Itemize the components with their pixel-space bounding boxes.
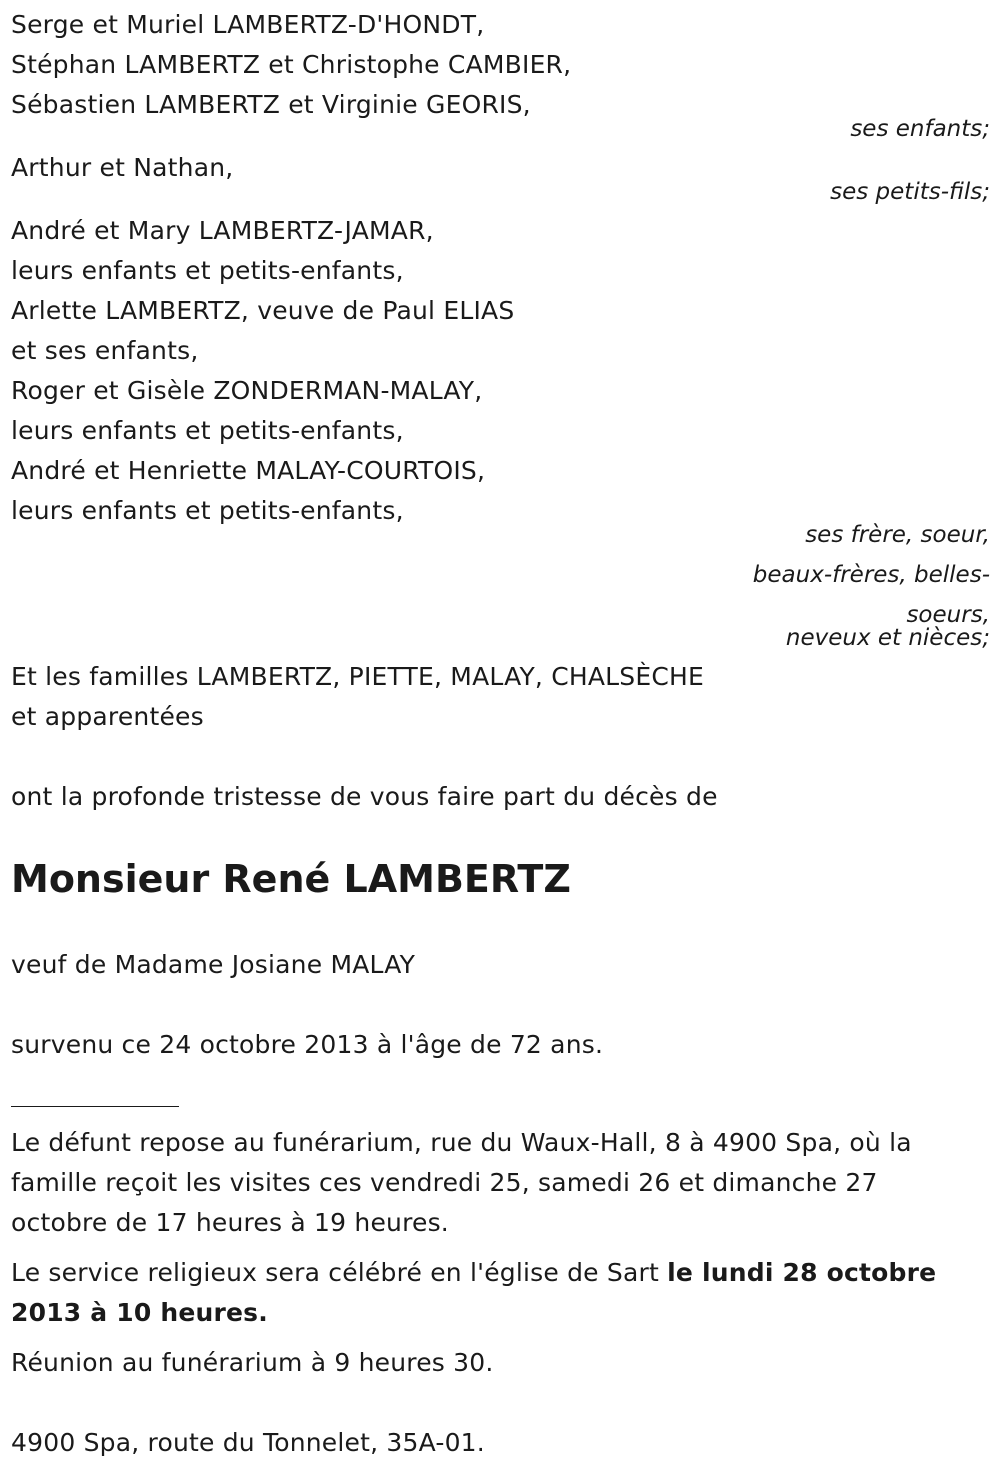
siblings-line-1: André et Mary LAMBERTZ-JAMAR, [11, 216, 434, 245]
service-date-part-1: le lundi 28 octobre [667, 1258, 937, 1287]
siblings-line-5: Roger et Gisèle ZONDERMAN-MALAY, [11, 376, 483, 405]
children-line-1: Serge et Muriel LAMBERTZ-D'HONDT, [11, 10, 485, 39]
visitation-line-1: Le défunt repose au funérarium, rue du Waux-Hall, 8 à 4900 Spa, où la [11, 1128, 912, 1157]
siblings-role-1: ses frère, soeur, [805, 522, 990, 548]
siblings-line-8: leurs enfants et petits-enfants, [11, 496, 404, 525]
families-line-2: et apparentées [11, 702, 204, 731]
grandchildren-line: Arthur et Nathan, [11, 153, 234, 182]
siblings-role-3: soeurs, [906, 602, 990, 628]
siblings-line-7: André et Henriette MALAY-COURTOIS, [11, 456, 486, 485]
siblings-line-3: Arlette LAMBERTZ, veuve de Paul ELIAS [11, 296, 515, 325]
children-role: ses enfants; [850, 116, 990, 142]
siblings-role-4: neveux et nièces; [785, 625, 990, 651]
siblings-role-2: beaux-frères, belles- [752, 562, 990, 588]
siblings-line-4: et ses enfants, [11, 336, 199, 365]
siblings-line-6: leurs enfants et petits-enfants, [11, 416, 404, 445]
service-line-1 [11, 1258, 936, 1288]
address-text: 4900 Spa, route du Tonnelet, 35A-01. [11, 1428, 485, 1457]
meeting-text: Réunion au funérarium à 9 heures 30. [11, 1348, 494, 1377]
families-line-1: Et les familles LAMBERTZ, PIETTE, MALAY, CHALSÈCHE [11, 662, 705, 691]
visitation-line-3: octobre de 17 heures à 19 heures. [11, 1208, 449, 1237]
service-intro: Le service religieux sera célébré en l'église de Sart [11, 1258, 668, 1287]
service-date-part-2: 2013 à 10 heures. [11, 1298, 268, 1327]
children-line-2: Stéphan LAMBERTZ et Christophe CAMBIER, [11, 50, 572, 79]
death-info-text: survenu ce 24 octobre 2013 à l'âge de 72 ans. [11, 1030, 604, 1059]
announcement-text: ont la profonde tristesse de vous faire part du décès de [11, 782, 718, 811]
widower-of-text: veuf de Madame Josiane MALAY [11, 950, 416, 979]
grandchildren-role: ses petits-fils; [830, 179, 990, 205]
separator-rule [11, 1106, 179, 1107]
visitation-line-2: famille reçoit les visites ces vendredi 25, samedi 26 et dimanche 27 [11, 1168, 878, 1197]
service-line-2 [11, 1298, 268, 1328]
siblings-line-2: leurs enfants et petits-enfants, [11, 256, 404, 285]
children-line-3: Sébastien LAMBERTZ et Virginie GEORIS, [11, 90, 531, 119]
deceased-name: Monsieur René LAMBERTZ [11, 857, 571, 901]
